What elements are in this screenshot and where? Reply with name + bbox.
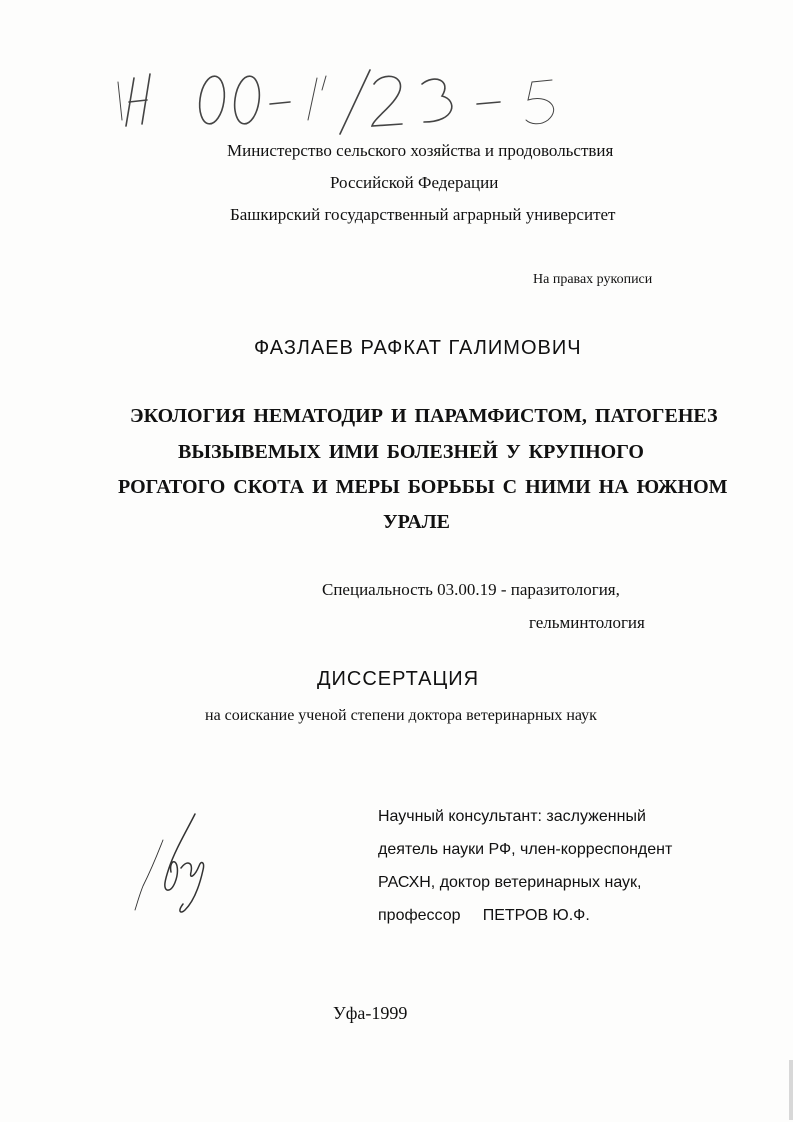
ministry-line-2: Российской Федерации: [330, 173, 499, 192]
title-line-4: УРАЛЕ: [383, 511, 451, 533]
title-line-2: ВЫЗЫВЕМЫХ ИМИ БОЛЕЗНЕЙ У КРУПНОГО: [178, 441, 644, 463]
scan-edge-shadow: [789, 1060, 793, 1120]
author-name: ФАЗЛАЕВ РАФКАТ ГАЛИМОВИЧ: [254, 337, 582, 359]
title-line-3: РОГАТОГО СКОТА И МЕРЫ БОРЬБЫ С НИМИ НА ЮЖНОМ: [118, 476, 728, 498]
handwritten-signature: [133, 810, 233, 920]
dissertation-heading: ДИССЕРТАЦИЯ: [317, 668, 480, 690]
handwritten-archive-number: [112, 60, 592, 140]
university-name: Башкирский государственный аграрный университет: [230, 205, 616, 224]
consultant-line-2: деятель науки РФ, член-корреспондент: [378, 841, 673, 858]
manuscript-rights-note: На правах рукописи: [533, 272, 653, 287]
specialty-line-2: гельминтология: [529, 613, 645, 632]
consultant-line-4: профессор ПЕТРОВ Ю.Ф.: [378, 907, 590, 924]
ministry-line-1: Министерство сельского хозяйства и продовольствия: [227, 141, 614, 160]
specialty-line-1: Специальность 03.00.19 - паразитология,: [322, 580, 620, 599]
consultant-line-3: РАСХН, доктор ветеринарных наук,: [378, 874, 642, 891]
consultant-line-1: Научный консультант: заслуженный: [378, 808, 646, 825]
city-year: Уфа-1999: [333, 1003, 408, 1023]
dissertation-subtitle: на соискание ученой степени доктора ветеринарных наук: [205, 707, 597, 724]
title-line-1: ЭКОЛОГИЯ НЕМАТОДИР И ПАРАМФИСТОМ, ПАТОГЕНЕЗ: [130, 405, 718, 427]
